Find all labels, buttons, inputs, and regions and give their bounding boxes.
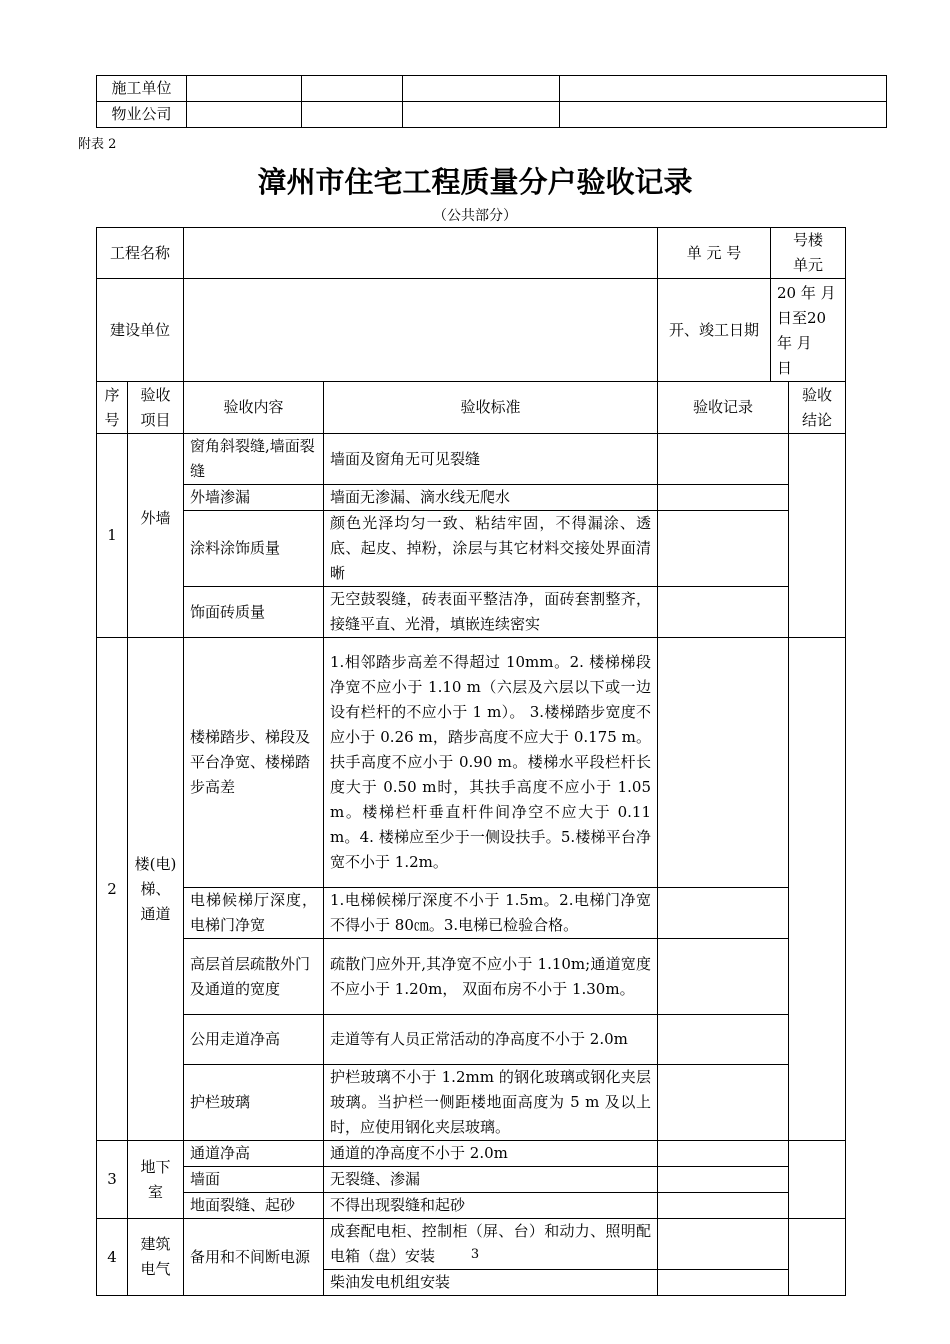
table-row <box>97 1193 846 1219</box>
record-cell[interactable] <box>658 1015 789 1065</box>
unit-no-label: 单 元 号 <box>658 228 771 278</box>
record-cell[interactable] <box>658 1141 789 1167</box>
record-cell[interactable] <box>658 587 789 638</box>
table-row <box>97 485 846 511</box>
content-cell: 饰面砖质量 <box>184 587 324 638</box>
table-row <box>97 939 846 1015</box>
table-row <box>97 228 846 279</box>
content-cell: 地面裂缝、起砂 <box>184 1193 324 1219</box>
content-cell: 外墙渗漏 <box>184 485 324 511</box>
standard-cell: 通道的净高度不小于 2.0m <box>324 1141 658 1167</box>
conclusion-cell[interactable] <box>789 434 846 638</box>
table-row <box>97 888 846 939</box>
section-seq: 2 <box>97 638 128 1141</box>
standard-cell: 1.电梯候梯厅深度不小于 1.5m。2.电梯门净宽不得小于 80㎝。3.电梯已检验合格。 <box>324 888 658 939</box>
standard-cell: 柴油发电机组安装 <box>324 1270 658 1296</box>
table-cell[interactable] <box>403 102 560 128</box>
table-cell[interactable] <box>187 76 302 102</box>
section-seq: 4 <box>97 1219 128 1296</box>
content-cell: 楼梯踏步、梯段及平台净宽、楼梯踏步高差 <box>184 638 324 888</box>
content-cell: 墙面 <box>184 1167 324 1193</box>
section-seq: 1 <box>97 434 128 638</box>
content-cell: 电梯候梯厅深度，电梯门净宽 <box>184 888 324 939</box>
record-cell[interactable] <box>658 638 789 888</box>
page-subtitle: （公共部分） <box>433 208 517 224</box>
section-item: 楼(电)梯、通道 <box>128 638 184 1141</box>
record-cell[interactable] <box>658 1270 789 1296</box>
section-item: 地下室 <box>128 1141 184 1219</box>
table-cell[interactable] <box>560 76 887 102</box>
record-cell[interactable] <box>658 888 789 939</box>
conclusion-cell[interactable] <box>789 638 846 1141</box>
page-number: 3 <box>470 1247 480 1262</box>
standard-cell: 疏散门应外开,其净宽不应小于 1.10m;通道宽度不应小于 1.20m， 双面布房不小于 1.30m。 <box>324 939 658 1015</box>
appendix-label: 附表 2 <box>78 137 117 152</box>
standard-cell: 成套配电柜、控制柜（屏、台）和动力、照明配电箱（盘）安装 <box>324 1219 658 1270</box>
date-field[interactable]: 20 年 月 日至20 年 月 日 <box>777 284 851 377</box>
inspection-table <box>96 227 869 1296</box>
table-row <box>97 638 846 888</box>
content-cell: 护栏玻璃 <box>184 1065 324 1141</box>
table-row <box>97 1015 846 1065</box>
table-header-row <box>97 382 846 434</box>
table-row <box>97 279 846 382</box>
table-row <box>97 76 887 102</box>
content-cell: 备用和不间断电源 <box>184 1219 324 1296</box>
table-row <box>97 1141 846 1167</box>
table-row <box>97 434 846 485</box>
table-row <box>97 587 846 638</box>
construction-unit-label: 施工单位 <box>97 76 187 102</box>
table-row <box>97 1065 846 1141</box>
section-item: 建筑电气 <box>128 1219 184 1296</box>
table-cell[interactable] <box>403 76 560 102</box>
section-item: 外墙 <box>128 434 184 638</box>
record-cell[interactable] <box>658 939 789 1015</box>
standard-cell: 走道等有人员正常活动的净高度不小于 2.0m <box>324 1015 658 1065</box>
section-seq: 3 <box>97 1141 128 1219</box>
table-row <box>97 102 887 128</box>
table-cell[interactable] <box>187 102 302 128</box>
builder-label: 建设单位 <box>97 279 184 382</box>
standard-cell: 不得出现裂缝和起砂 <box>324 1193 658 1219</box>
content-cell: 窗角斜裂缝,墙面裂缝 <box>184 434 324 485</box>
header-content: 验收内容 <box>184 382 324 434</box>
prev-signoff-table <box>96 75 887 128</box>
record-cell[interactable] <box>658 485 789 511</box>
standard-cell: 1.相邻踏步高差不得超过 10mm。2. 楼梯梯段净宽不应小于 1.10 m（六层及六层以下或一边设有栏杆的不应小于 1 m）。 3.楼梯踏步宽度不应小于 0.26 m，踏步高度不应大于 0.175 m。扶手高度不应小于 0.90 m。楼梯水平段栏杆长度大于 0.50 m时，其扶手高度不应小于 1.05 m。楼梯栏杆垂直杆件间净空不应大于 0.11 m。4. 楼梯应至少于一侧设扶手。5.楼梯平台净宽不小于 1.2m。 <box>324 638 658 888</box>
record-cell[interactable] <box>658 1193 789 1219</box>
standard-cell: 墙面及窗角无可见裂缝 <box>324 434 658 485</box>
page-title: 漳州市住宅工程质量分户验收记录 <box>257 165 693 199</box>
standard-cell: 颜色光泽均匀一致、粘结牢固，不得漏涂、透底、起皮、掉粉，涂层与其它材料交接处界面清晰 <box>324 511 658 587</box>
date-label: 开、竣工日期 <box>658 279 771 381</box>
table-cell[interactable] <box>302 76 403 102</box>
table-cell[interactable] <box>302 102 403 128</box>
header-conclusion: 验收结论 <box>789 382 846 434</box>
header-standard: 验收标准 <box>324 382 658 434</box>
header-seq: 序号 <box>97 382 128 434</box>
record-cell[interactable] <box>658 434 789 485</box>
building-unit-field[interactable]: 号楼 单元 <box>793 231 869 274</box>
standard-cell: 无空鼓裂缝，砖表面平整洁净，面砖套割整齐，接缝平直、光滑，填嵌连续密实 <box>324 587 658 638</box>
table-cell[interactable] <box>560 102 887 128</box>
header-item: 验收项目 <box>128 382 184 434</box>
content-cell: 通道净高 <box>184 1141 324 1167</box>
content-cell: 涂料涂饰质量 <box>184 511 324 587</box>
project-name-field[interactable] <box>184 228 658 279</box>
record-cell[interactable] <box>658 1065 789 1141</box>
content-cell: 高层首层疏散外门及通道的宽度 <box>184 939 324 1015</box>
project-name-label: 工程名称 <box>97 228 184 279</box>
record-cell[interactable] <box>658 1167 789 1193</box>
standard-cell: 无裂缝、渗漏 <box>324 1167 658 1193</box>
builder-field[interactable] <box>184 279 658 382</box>
property-company-label: 物业公司 <box>97 102 187 128</box>
content-cell: 公用走道净高 <box>184 1015 324 1065</box>
table-row <box>97 1167 846 1193</box>
table-row <box>97 511 846 587</box>
header-record: 验收记录 <box>658 382 789 434</box>
standard-cell: 护栏玻璃不小于 1.2mm 的钢化玻璃或钢化夹层玻璃。当护栏一侧距楼地面高度为 5 m 及以上时，应使用钢化夹层玻璃。 <box>324 1065 658 1141</box>
standard-cell: 墙面无渗漏、滴水线无爬水 <box>324 485 658 511</box>
conclusion-cell[interactable] <box>789 1141 846 1219</box>
record-cell[interactable] <box>658 511 789 587</box>
